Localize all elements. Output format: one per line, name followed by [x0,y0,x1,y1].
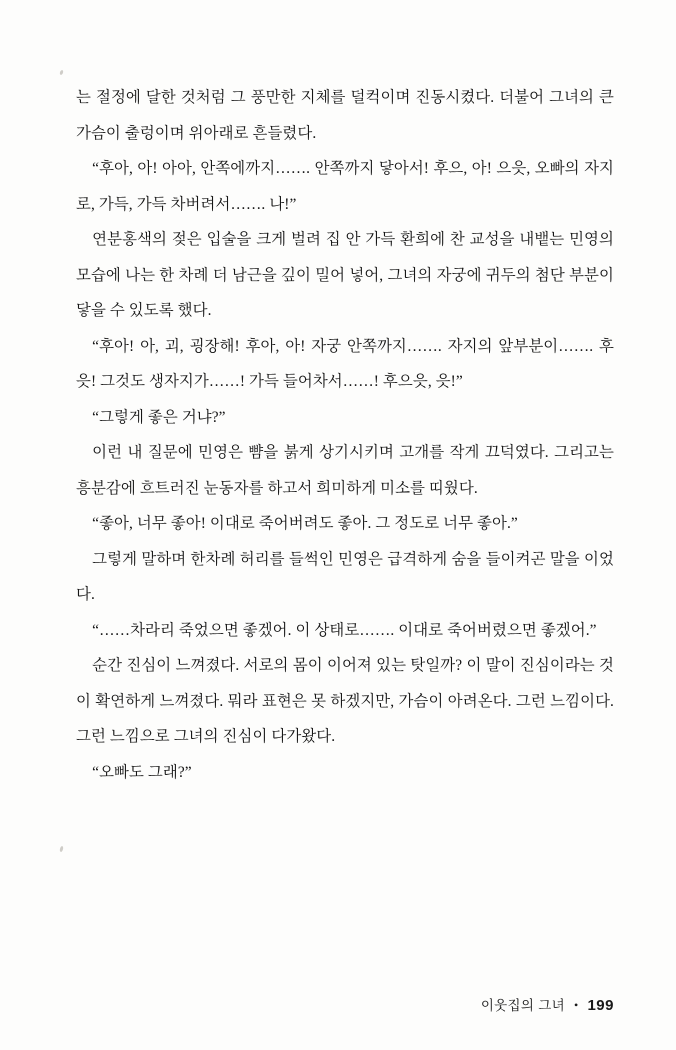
page-footer [76,994,614,1014]
footer-page-number: 199 [587,997,614,1014]
dialogue-line: “오빠도 그래?” [92,763,192,781]
dialogue-line: “……차라리 죽었으면 좋겠어. 이 상태로……. 이대로 죽어버렸으면 좋겠어.” [92,621,597,639]
dialogue-line: “후아! 아, 괴, 굉장해! 후아, 아! 자궁 안쪽까지……. 자지의 앞부분이……. 후읏! 그것도 생자지가……! 가득 들어차서……! 후으읏, 읏!” [76,337,614,390]
dialogue-line: “후아, 아! 아아, 안쪽에까지……. 안쪽까지 닿아서! 후으, 아! 으읏, 오빠의 자지로, 가득, 가득 차버려서……. 나!” [76,160,614,213]
paragraph: 연분홍색의 젖은 입술을 크게 벌려 집 안 가득 환희에 찬 교성을 내뱉는 민영의 모습에 나는 한 차례 더 남근을 깊이 밀어 넣어, 그녀의 자궁에 귀두의 첨단 부분이 닿을 수 있도록 했다. [76,231,614,319]
footer-separator: • [573,998,579,1012]
page-body [76,80,614,790]
footer-book-title: 이웃집의 그녀 [480,998,565,1013]
paper-speck [59,70,64,76]
paragraph: 그렇게 말하며 한차례 허리를 들썩인 민영은 급격하게 숨을 들이켜곤 말을 이었다. [76,550,614,603]
paragraph: 순간 진심이 느껴졌다. 서로의 몸이 이어져 있는 탓일까? 이 말이 진심이라는 것이 확연하게 느껴졌다. 뭐라 표현은 못 하겠지만, 가슴이 아려온다. 그런 느낌이다. 그런 느낌으로 그녀의 진심이 다가왔다. [76,657,614,745]
dialogue-line: “그렇게 좋은 거냐?” [92,408,226,426]
paper-speck [59,846,63,853]
paragraph-continuation: 는 절정에 달한 것처럼 그 풍만한 지체를 덜컥이며 진동시켰다. 더불어 그녀의 큰 가슴이 출렁이며 위아래로 흔들렸다. [76,89,614,142]
paragraph: 이런 내 질문에 민영은 뺨을 붉게 상기시키며 고개를 작게 끄덕였다. 그리고는 흥분감에 흐트러진 눈동자를 하고서 희미하게 미소를 띠웠다. [76,444,614,497]
dialogue-line: “좋아, 너무 좋아! 이대로 죽어버려도 좋아. 그 정도로 너무 좋아.” [92,515,518,532]
